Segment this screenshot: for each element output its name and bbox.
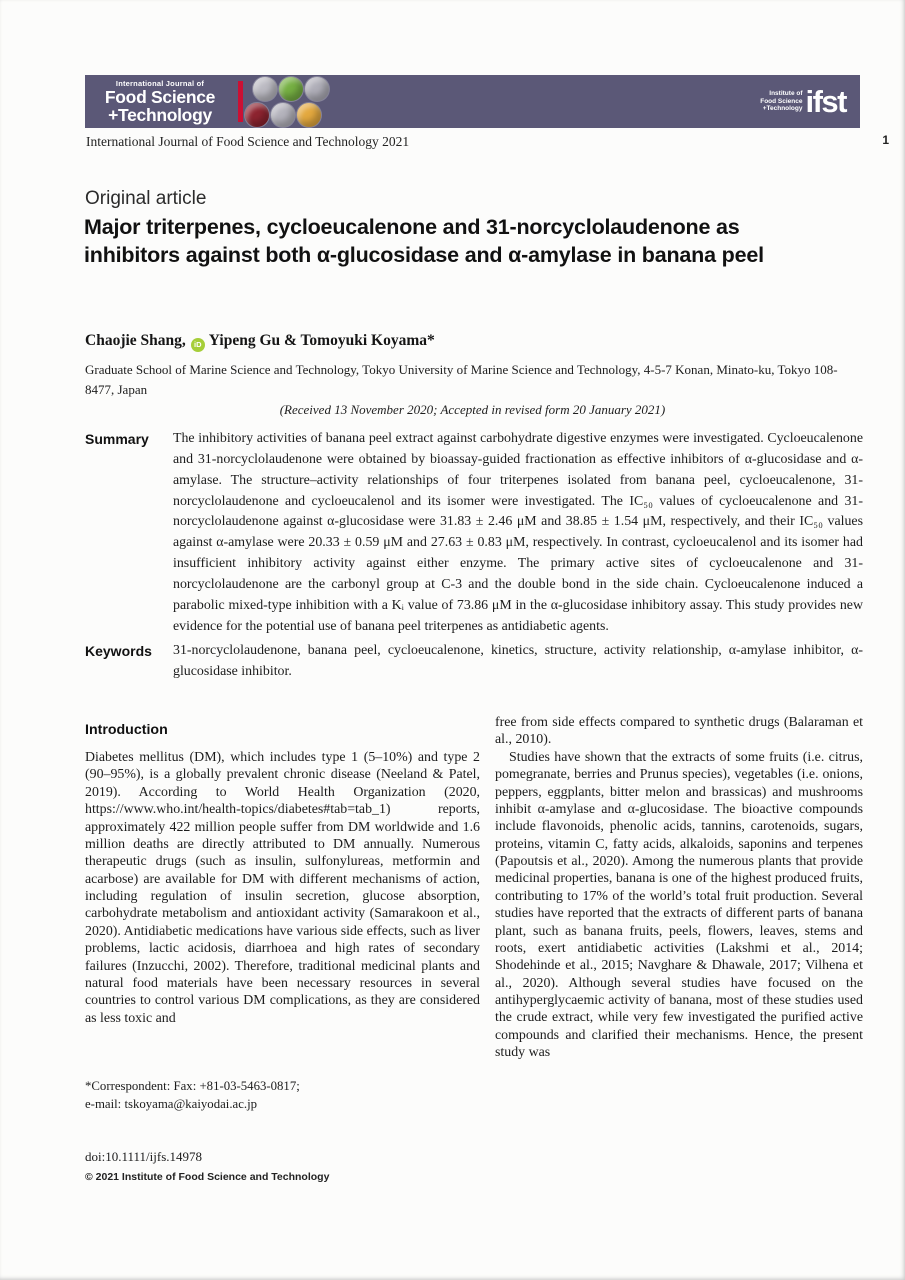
correspondent-footnote [85,1078,475,1114]
body-columns [85,712,863,1062]
journal-logo-line1: Food Science [104,86,216,107]
received-dates: (Received 13 November 2020; Accepted in revised form 20 January 2021) [279,402,666,417]
copyright-line: © 2021 Institute of Food Science and Technology [85,1171,330,1183]
journal-logo [85,79,235,124]
authors-line [85,332,435,352]
journal-logo-line2: +Technology [108,104,212,125]
journal-running-head: International Journal of Food Science and Technology 2021 [86,134,410,149]
footnote-fax: *Correspondent: Fax: +81-03-5463-0817; [85,1079,300,1093]
doi-line: doi:10.1111/ijfs.14978 [85,1149,202,1164]
footnote-email: e-mail: tskoyama@kaiyodai.ac.jp [85,1096,258,1111]
intro-paragraph-right-2: Studies have shown that the extracts of some fruits (i.e. citrus, pomegranate, berries and Prunus species), vegetables (i.e. onions, peppers, eggplants, bitter melon and brassicas) and mushrooms inhibit α-amylase and α-glucosidase. The bioactive compounds include flavonoids, phenolic acids, tannins, carotenoids, sugars, proteins, vitamin C, fatty acids, alkaloids, saponins and terpenes (Papoutsis et al., 2020). Among the numerous plants that provide medicinal properties, banana is one of the highest produced fruits, contributing to 17% of the world’s total fruit production. Several studies have reported that the extracts of different parts of banana plant, such as banana fruits, peels, flowers, leaves, stems and roots, exert antidiabetic activities (Lakshmi et al., 2014; Shodehinde et al., 2015; Navghare & Dhawale, 2017; Vilhena et al., 2020). Although several studies have focused on the antihyperglycaemic activity of banana, most of these studies used the crude extract, while very few investigated the purified active compounds and clarified their mechanisms. Hence, the present study was [495,749,863,1061]
food-icon [297,103,321,127]
food-icon [279,77,303,101]
ifst-logo-small-text [760,90,802,113]
ifst-logo-text: ifst [805,84,846,119]
author-names-rest: Yipeng Gu & Tomoyuki Koyama* [208,332,435,349]
ifst-small-line2: Food Science [760,97,803,105]
food-icon [245,103,269,127]
red-divider [238,81,243,122]
journal-logo-small-text: International Journal of [115,78,205,88]
summary-text: The inhibitory activities of banana peel extract against carbohydrate digestive enzymes were investigated. Cycloeucalenone and 31-norcyclolaudenone were obtained by bioassay-guided fractionation as effective inhibitors of α-glucosidase and α-amylase. The structure–activity relationships of four triterpenes isolated from banana peel, cycloeucalenone, 31-norcyclolaudenone and cycloeucalenol and its isomer were investigated. The IC₅₀ values of cycloeucalenone and 31-norcyclolaudenone against α-glucosidase were 31.83 ± 2.46 μM and 38.85 ± 1.54 μM, respectively, and their IC₅₀ values against α-amylase were 20.33 ± 0.59 μM and 27.63 ± 0.83 μM, respectively. In contrast, cycloeucalenol and its isomer had insufficient inhibitory activity against either enzyme. The primary active sites of cycloeucalenone and 31-norcyclolaudenone are the carbonyl group at C-3 and the double bond in the side chain. Cycloeucalenone induced a parabolic mixed-type inhibition with a Kᵢ value of 73.86 μM in the α-glucosidase inhibitory assay. This study provides new evidence for the potential use of banana peel triterpenes as antidiabetic agents. [173,431,863,634]
journal-banner [85,75,860,128]
introduction-heading: Introduction [85,722,168,738]
intro-paragraph-right-1: free from side effects compared to synthetic drugs (Balaraman et al., 2010). [495,715,863,748]
ifst-logo [760,86,860,117]
page-number: 1 [882,133,889,147]
food-icon [253,77,277,101]
right-column [495,712,863,1062]
summary-label: Summary [85,431,149,447]
ifst-small-line3: +Technology [762,105,803,113]
article-type: Original article [85,188,207,209]
intro-paragraph-left: Diabetes mellitus (DM), which includes type 1 (5–10%) and type 2 (90–95%), is a globally prevalent chronic disease (Neeland & Patel, 2019). According to World Health Organization (2020, https://www.who.int/health-topics/diabetes#tab=tab_1) reports, approximately 422 million people suffer from DM worldwide and 1.6 million deaths are directly attributed to DM annually. Numerous therapeutic drugs (such as insulin, sulfonylureas, metformin and acarbose) are available for DM with different mechanisms of action, including regulation of insulin secretion, glucose absorption, carbohydrate metabolism and antioxidant activity (Samarakoon et al., 2020). Antidiabetic medications have various side effects, such as liver problems, lactic acidosis, diarrhoea and high rates of secondary failures (Inzucchi, 2002). Therefore, traditional medicinal plants and natural food materials have been necessary resources in several countries to control various DM complications, as they are considered as less toxic and [85,750,480,1026]
column-gutter [480,712,495,1062]
keywords-text: 31-norcyclolaudenone, banana peel, cycloeucalenone, kinetics, structure, activity relationship, α-amylase inhibitor, α-glucosidase inhibitor. [173,643,863,679]
article-title: Major triterpenes, cycloeucalenone and 31-norcyclolaudenone as inhibitors against both α-glucosidase and α-amylase in banana peel [84,215,764,267]
affiliation: Graduate School of Marine Science and Technology, Tokyo University of Marine Science and Technology, 4-5-7 Konan, Minato-ku, Tokyo 108-8477, Japan [85,362,838,397]
keywords-section [85,641,863,683]
food-icon [305,77,329,101]
left-column [85,712,480,1062]
ifst-small-line1: Institute of [769,89,803,97]
orcid-icon[interactable]: iD [191,338,205,352]
keywords-label: Keywords [85,643,152,659]
food-icons [252,76,338,128]
summary-section [85,429,863,638]
food-icon [271,103,295,127]
author-name-1: Chaojie Shang, [85,332,186,349]
